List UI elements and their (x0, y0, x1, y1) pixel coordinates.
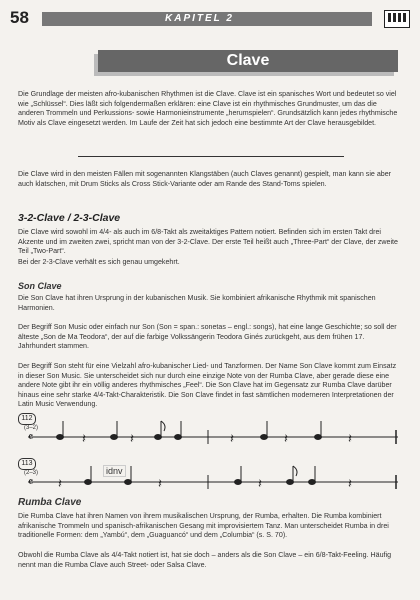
svg-text:𝄽: 𝄽 (58, 476, 62, 491)
rumba-clave-heading: Rumba Clave (18, 497, 82, 508)
svg-text:𝄽: 𝄽 (130, 431, 134, 446)
example-label: (2–3) (24, 470, 39, 476)
son-clave-p1: Die Son Clave hat ihren Ursprung in der kubanischen Musik. Sie kombiniert afrikanische Rhythmik mit spanischen Harmonien. (18, 294, 376, 312)
son-clave-p3: Der Begriff Son steht für eine Vielzahl afro-kubanischer Lied- und Tanzformen. Der Name Son Clave kommt zum Einsatz in dieser Son Music. Sie unterscheidet sich nur durch eine einzige Note von der Rumba Clave, aber gerade diese eine andere Note gibt ihr ein völlig anderes rhythmisches „Feel“. Die Son Clave hat im Gegensatz zur Rumba Clave darüber hinaus eine sehr starke 4/4-Takt-Charakteristik. Die Son Clave findet in fast sämtlichen moderneren Interpretationen der Latin Music Verwendung. (18, 362, 397, 409)
example-number: 112 (18, 413, 36, 425)
svg-text:𝄽: 𝄽 (348, 431, 352, 446)
page-number: 58 (10, 8, 29, 27)
notation-staff (18, 458, 402, 498)
svg-text:𝄽: 𝄽 (158, 476, 162, 491)
section-3-2-note: Bei der 2-3-Clave verhält es sich genau umgekehrt. (18, 258, 180, 266)
svg-text:𝄽: 𝄽 (348, 476, 352, 491)
svg-text:𝄽: 𝄽 (82, 431, 86, 446)
chapter-title: KAPITEL 2 (165, 13, 234, 24)
svg-text:𝄽: 𝄽 (284, 431, 288, 446)
rumba-clave-p1: Die Rumba Clave hat ihren Namen von ihrem musikalischen Ursprung, der Rumba, erhalten. Die Rumba kombiniert afrikanische Trommeln und spanisch-afrikanischen Gesang mit improvisiertem Tanz. Man unterscheidet Rumba in drei traditionelle Formen: dem „Yambú“, dem „Guaguancó“ und dem „Columbia“ (s. S. 70). (18, 512, 389, 540)
son-clave-p2: Der Begriff Son Music oder einfach nur Son (Son = span.: sonetas – engl.: songs), hat eine lange Geschichte; so soll der älteste „Son de Ma Teodora“, der auf die farbige Volkssängerin Teodora Ginés zurückgeht, aus dem frühen 17. Jahrhundert stammen. (18, 323, 397, 351)
svg-text:𝄴: 𝄴 (28, 430, 34, 444)
intro-paragraph: Die Grundlage der meisten afro-kubanischen Rhythmen ist die Clave. Clave ist ein spanisches Wort und bedeutet so viel wie „Schlüssel“. Dies läßt sich folgendermaßen erklären: eine Clave ist ein rhythmisches Grundmuster, um das die anderen Trommeln und Perkussions- sowie Harmonieinstrumente „herumspielen“. Grundsätzlich kann jedes rhythmische Motiv als Clave eingesetzt werden. Im Laufe der Zeit hat sich jedoch eine bestimmte Art der Clave herausgebildet. (18, 90, 398, 127)
son-clave-heading: Son Clave (18, 281, 62, 291)
section-3-2-paragraph: Die Clave wird sowohl im 4/4- als auch im 6/8-Takt als zweitaktiges Pattern notiert. Befinden sich im ersten Takt drei Akzente und im zweiten zwei, spricht man von der 3-2-Clave. Der erste Teil heißt auch „Three-Part“ der Clave, der zweite Teil „Two-Part“. (18, 228, 398, 256)
music-example-113 (18, 458, 402, 498)
example-number: 113 (18, 458, 36, 470)
separator-line (78, 156, 344, 157)
page-title: Clave (98, 50, 398, 72)
svg-text:𝄴: 𝄴 (28, 475, 34, 489)
music-example-112 (18, 413, 402, 453)
example-label: (3–2) (24, 425, 39, 431)
svg-text:𝄽: 𝄽 (230, 431, 234, 446)
claves-paragraph: Die Clave wird in den meisten Fällen mit sogenannten Klangstäben (auch Claves genannt) gespielt, man kann sie aber auch klatschen, mit Drum Sticks als Cross Stick-Variante oder am Rande des Stand-Toms spielen. (18, 170, 392, 188)
notation-staff (18, 413, 402, 453)
svg-text:𝄽: 𝄽 (258, 476, 262, 491)
rumba-clave-p2: Obwohl die Rumba Clave als 4/4-Takt notiert ist, hat sie doch – anders als die Son Clave – ein 6/8-Takt-Feeling. Häufig nennt man die Rumba Clave auch Street- oder Salsa Clave. (18, 551, 392, 569)
section-heading-3-2-clave: 3-2-Clave / 2-3-Clave (18, 212, 121, 224)
stamp-mark: idnv (103, 465, 126, 477)
drumset-logo-icon (384, 10, 410, 28)
